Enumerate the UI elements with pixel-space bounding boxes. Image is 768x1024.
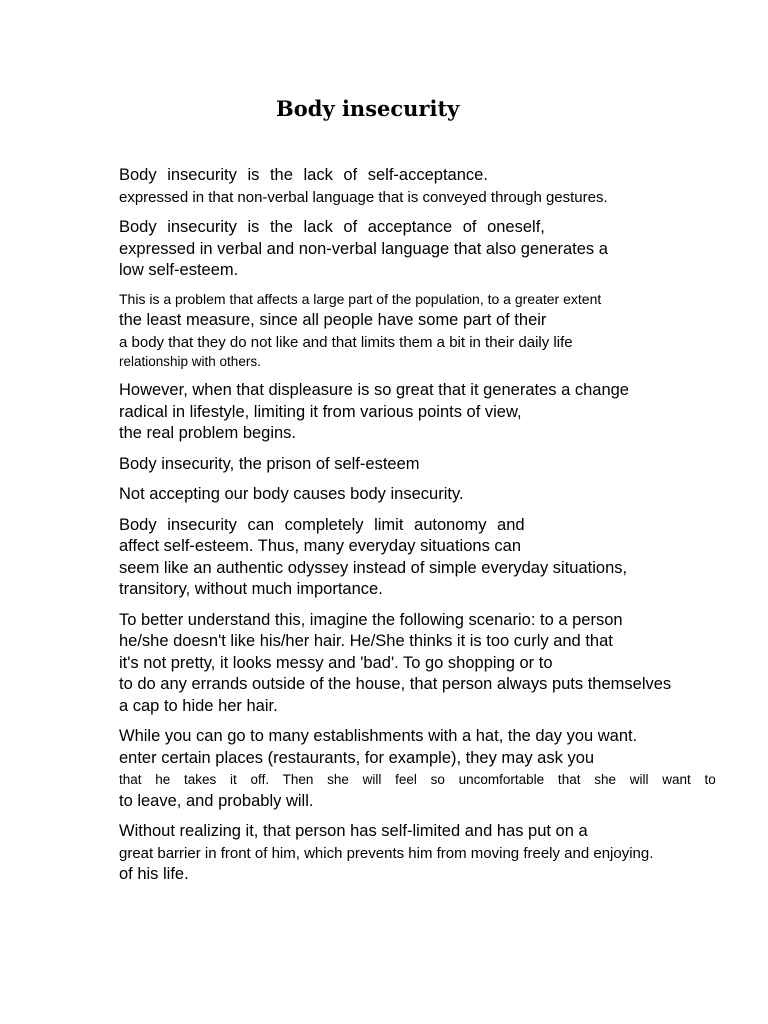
paragraph xyxy=(119,217,719,282)
text-line: the least measure, since all people have some part of their xyxy=(119,311,547,329)
text-line: Body insecurity is the lack of acceptance of oneself, xyxy=(119,218,545,236)
text-line: Not accepting our body causes body insecurity. xyxy=(119,485,464,503)
document-title: Body insecurity xyxy=(276,96,460,121)
paragraph xyxy=(119,454,719,476)
paragraph xyxy=(119,821,719,886)
text-line: To better understand this, imagine the following scenario: to a person xyxy=(119,610,623,629)
text-line: that he takes it off. Then she will feel so uncomfortable that she will want to xyxy=(119,772,716,787)
text-line: to leave, and probably will. xyxy=(119,791,314,810)
text-line: expressed in that non-verbal language that is conveyed through gestures. xyxy=(119,188,608,206)
paragraph xyxy=(119,515,719,601)
text-line: low self-esteem. xyxy=(119,261,239,279)
paragraph xyxy=(119,484,719,506)
text-line: relationship with others. xyxy=(119,354,261,369)
text-line: Body insecurity is the lack of self-acceptance. xyxy=(119,166,488,184)
document-body xyxy=(119,165,719,886)
paragraph xyxy=(119,726,719,812)
text-line: radical in lifestyle, limiting it from various points of view, xyxy=(119,402,522,421)
text-line: Body insecurity can completely limit autonomy and xyxy=(119,515,525,534)
paragraph xyxy=(119,165,719,208)
text-line: However, when that displeasure is so great that it generates a change xyxy=(119,381,629,399)
paragraph xyxy=(119,610,719,718)
paragraph xyxy=(119,289,719,371)
text-line: While you can go to many establishments with a hat, the day you want. xyxy=(119,727,638,745)
text-line: Without realizing it, that person has self-limited and has put on a xyxy=(119,822,588,840)
text-line: a cap to hide her hair. xyxy=(119,696,278,715)
text-line: enter certain places (restaurants, for example), they may ask you xyxy=(119,748,595,767)
paragraph xyxy=(119,380,719,445)
text-line: the real problem begins. xyxy=(119,424,297,442)
text-line: a body that they do not like and that limits them a bit in their daily life xyxy=(119,333,573,351)
text-line: expressed in verbal and non-verbal language that also generates a xyxy=(119,239,608,258)
text-line: of his life. xyxy=(119,865,189,883)
text-line: transitory, without much importance. xyxy=(119,580,383,598)
text-line: to do any errands outside of the house, that person always puts themselves xyxy=(119,675,672,693)
text-line: it's not pretty, it looks messy and 'bad'. To go shopping or to xyxy=(119,653,553,672)
text-line: affect self-esteem. Thus, many everyday situations can xyxy=(119,537,522,555)
text-line: This is a problem that affects a large part of the population, to a greater extent xyxy=(119,290,602,307)
text-line: great barrier in front of him, which prevents him from moving freely and enjoying. xyxy=(119,844,654,862)
text-line: he/she doesn't like his/her hair. He/She thinks it is too curly and that xyxy=(119,632,613,650)
text-line: seem like an authentic odyssey instead of simple everyday situations, xyxy=(119,558,628,577)
text-line: Body insecurity, the prison of self-esteem xyxy=(119,454,420,473)
